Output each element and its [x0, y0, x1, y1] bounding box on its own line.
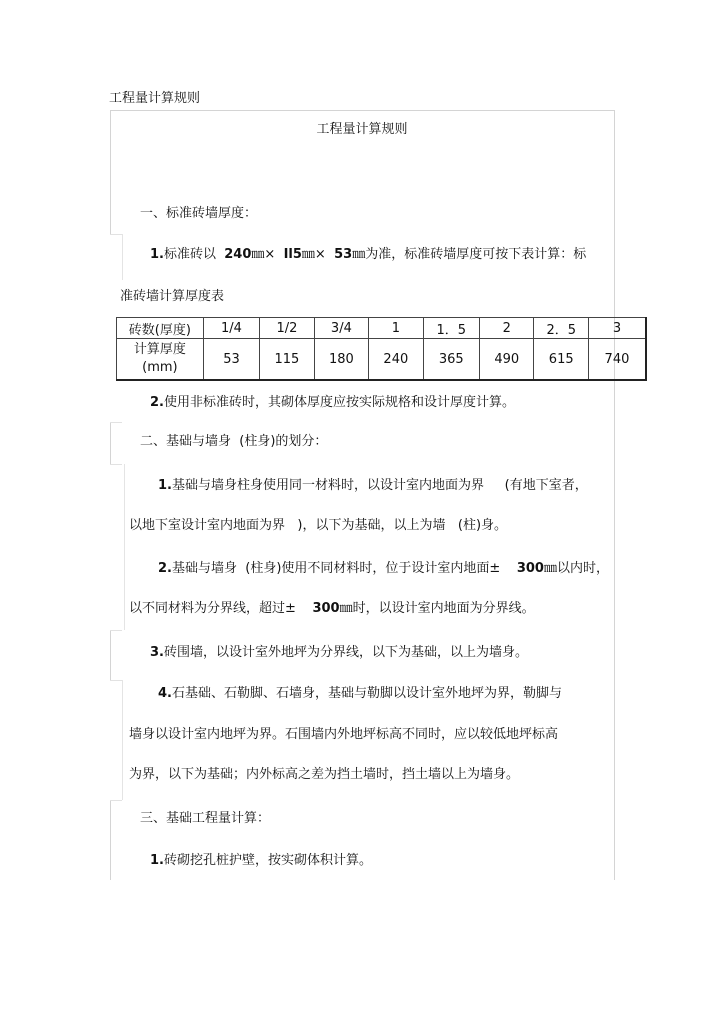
table-cell: 2 [480, 318, 534, 339]
section-2-paragraph-4: 4.石基础、石勒脚、石墙身，基础与勒脚以设计室外地坪为界，勒脚与 [158, 686, 562, 701]
section-2-paragraph-4-cont: 墙身以设计室内地坪为界。石围墙内外地坪标高不同时，应以较低地坪标高 [129, 727, 559, 742]
frame-right-rule [614, 110, 615, 880]
table-cell: 615 [534, 339, 588, 381]
table-row-header: 计算厚度 (mm) [117, 339, 204, 381]
document-title: 工程量计算规则 [109, 91, 201, 106]
table-cell: 1 [369, 318, 423, 339]
frame-left-rule [122, 680, 123, 800]
brick-thickness-table [116, 317, 647, 381]
table-cell: 490 [480, 339, 534, 381]
frame-left-rule [110, 630, 111, 680]
table-row [117, 318, 647, 339]
frame-tick [110, 630, 122, 631]
frame-tick [110, 464, 122, 465]
section-2-paragraph-1-cont: 以地下室设计室内地面为界 )，以下为基础，以上为墙 (柱)身。 [129, 518, 508, 533]
page-title: 工程量计算规则 [316, 122, 408, 137]
section-2-paragraph-3: 3.砖围墙，以设计室外地坪为分界线，以下为基础，以上为墙身。 [150, 645, 528, 660]
frame-tick [110, 234, 122, 235]
frame-tick [110, 422, 122, 423]
table-row-header: 砖数(厚度) [117, 318, 204, 339]
table-cell: 3/4 [314, 318, 368, 339]
frame-tick [110, 680, 122, 681]
table-cell: 115 [260, 339, 314, 381]
section-2-paragraph-2-cont: 以不同材料为分界线，超过± 300㎜时，以设计室内地面为分界线。 [129, 601, 535, 616]
section-2-paragraph-2: 2.基础与墙身 (柱身)使用不同材料时，位于设计室内地面± 300㎜以内时， [158, 561, 609, 576]
table-row [117, 339, 647, 381]
table-cell: 53 [203, 339, 259, 381]
item-number: 3. [150, 645, 164, 660]
section-1-paragraph-2: 2.使用非标准砖时，其砌体厚度应按实际规格和设计厚度计算。 [150, 395, 515, 410]
frame-left-rule [110, 422, 111, 464]
section-3-heading: 三、基础工程量计算： [140, 811, 271, 826]
item-number: 4. [158, 686, 172, 701]
section-1-heading: 一、标准砖墙厚度： [140, 206, 258, 221]
item-number: 1. [158, 478, 172, 493]
table-caption: 准砖墙计算厚度表 [120, 289, 225, 304]
section-2-heading: 二、基础与墙身 (柱身)的划分： [140, 434, 328, 449]
table-cell: 3 [588, 318, 646, 339]
frame-left-rule [122, 234, 123, 280]
section-2-paragraph-1: 1.基础与墙身柱身使用同一材料时，以设计室内地面为界 (有地下室者， [158, 478, 588, 493]
frame-top-rule [110, 110, 614, 111]
table-cell: 1/4 [203, 318, 259, 339]
frame-left-rule [124, 464, 125, 630]
section-2-paragraph-4-cont: 为界，以下为基础；内外标高之差为挡土墙时，挡土墙以上为墙身。 [129, 767, 520, 782]
item-number: 2. [150, 395, 164, 410]
frame-tick [110, 800, 122, 801]
table-cell: 2．5 [534, 318, 588, 339]
frame-left-rule [110, 800, 111, 880]
section-3-paragraph-1: 1.砖砌挖孔桩护壁，按实砌体积计算。 [150, 853, 372, 868]
table-cell: 240 [369, 339, 423, 381]
item-number: 2. [158, 561, 172, 576]
table-cell: 740 [588, 339, 646, 381]
table-cell: 180 [314, 339, 368, 381]
section-1-paragraph-1: 1.标准砖以 240㎜× Il5㎜× 53㎜为准，标准砖墙厚度可按下表计算：标 [150, 247, 587, 262]
table-cell: 1．5 [423, 318, 479, 339]
item-number: 1. [150, 853, 164, 868]
item-number: 1. [150, 247, 164, 262]
table-cell: 1/2 [260, 318, 314, 339]
table-cell: 365 [423, 339, 479, 381]
